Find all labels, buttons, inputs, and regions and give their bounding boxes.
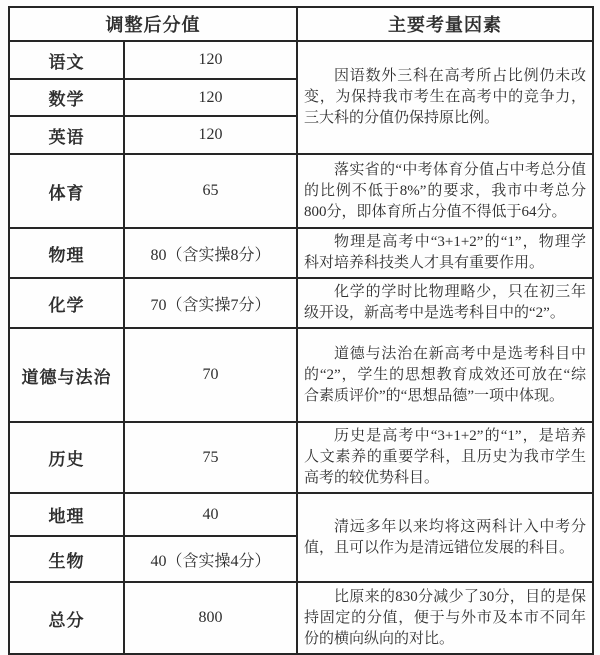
header-adjusted-score: 调整后分值 bbox=[9, 7, 297, 41]
table-row bbox=[9, 493, 593, 536]
factor-text: 因语数外三科在高考所占比例仍未改变，为保持我市考生在高考中的竞争力，三大科的分值仍保持原比例。 bbox=[304, 68, 586, 126]
factor-text: 历史是高考中“3+1+2”的“1”，是培养人文素养的重要学科，且历史为我市学生高考的较优势科目。 bbox=[304, 428, 586, 486]
factor-cell bbox=[297, 422, 593, 493]
factor-text: 落实省的“中考体育分值占中考总分值的比例不低于8%”的要求，我市中考总分800分，即体育所占分值不得低于64分。 bbox=[304, 161, 586, 220]
subject-cell: 语文 bbox=[9, 41, 124, 79]
factor-text: 化学的学时比物理略少，只在初三年级开设，新高考中是选考科目中的“2”。 bbox=[304, 284, 586, 321]
score-cell: 80（含实操8分） bbox=[124, 228, 297, 278]
subject-cell: 数学 bbox=[9, 79, 124, 116]
factor-text: 物理是高考中“3+1+2”的“1”，物理学科对培养科技类人才具有重要作用。 bbox=[304, 234, 586, 271]
subject-cell: 化学 bbox=[9, 278, 124, 328]
factor-cell bbox=[297, 154, 593, 228]
table-row bbox=[9, 41, 593, 79]
factor-cell bbox=[297, 41, 593, 154]
factor-cell bbox=[297, 278, 593, 328]
subject-cell: 英语 bbox=[9, 116, 124, 154]
table-row bbox=[9, 328, 593, 422]
subject-cell: 生物 bbox=[9, 536, 124, 582]
score-cell: 65 bbox=[124, 154, 297, 228]
factor-cell bbox=[297, 582, 593, 654]
score-cell: 40（含实操4分） bbox=[124, 536, 297, 582]
table-row bbox=[9, 278, 593, 328]
score-cell: 120 bbox=[124, 41, 297, 79]
table-row bbox=[9, 582, 593, 654]
table-header-row bbox=[9, 7, 593, 41]
factor-cell bbox=[297, 228, 593, 278]
subject-cell: 历史 bbox=[9, 422, 124, 493]
subject-cell: 总分 bbox=[9, 582, 124, 654]
factor-cell bbox=[297, 328, 593, 422]
table-row bbox=[9, 422, 593, 493]
score-adjustment-table bbox=[8, 6, 594, 655]
score-cell: 120 bbox=[124, 116, 297, 154]
factor-text: 道德与法治在新高考中是选考科目中的“2”，学生的思想教育成效还可放在“综合素质评价”的“思想品德”一项中体现。 bbox=[304, 345, 586, 404]
factor-cell bbox=[297, 493, 593, 582]
factor-text: 比原来的830分减少了30分，目的是保持固定的分值，便于与外市及本市不同年份的横向纵向的对比。 bbox=[304, 588, 586, 647]
score-cell: 75 bbox=[124, 422, 297, 493]
score-cell: 70（含实操7分） bbox=[124, 278, 297, 328]
header-main-factors: 主要考量因素 bbox=[297, 7, 593, 41]
score-cell: 800 bbox=[124, 582, 297, 654]
subject-cell: 物理 bbox=[9, 228, 124, 278]
factor-text: 清远多年以来均将这两科计入中考分值，且可以作为是清远错位发展的科目。 bbox=[304, 518, 586, 556]
score-cell: 40 bbox=[124, 493, 297, 536]
table-row bbox=[9, 154, 593, 228]
subject-cell: 地理 bbox=[9, 493, 124, 536]
table-row bbox=[9, 228, 593, 278]
subject-cell: 体育 bbox=[9, 154, 124, 228]
subject-cell: 道德与法治 bbox=[9, 328, 124, 422]
score-cell: 120 bbox=[124, 79, 297, 116]
score-cell: 70 bbox=[124, 328, 297, 422]
